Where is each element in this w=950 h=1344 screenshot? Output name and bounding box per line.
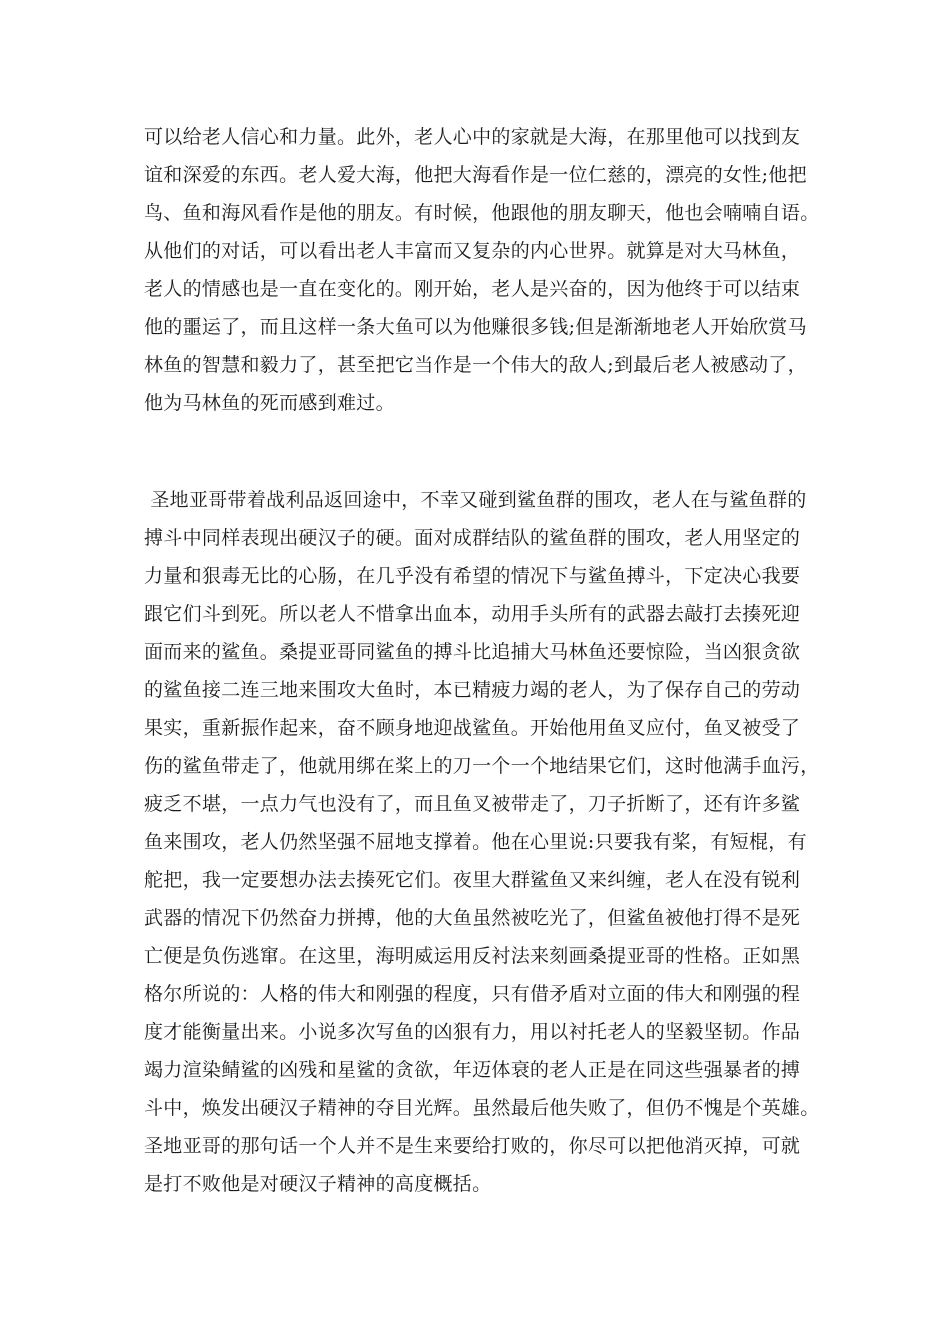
- text-line: 他为马林鱼的死而感到难过。: [144, 392, 395, 414]
- text-line: 老人的情感也是一直在变化的。刚开始，老人是兴奋的，因为他终于可以结束: [144, 278, 801, 300]
- text-line: 鸟、鱼和海风看作是他的朋友。有时候，他跟他的朋友聊天，他也会喃喃自语。: [144, 202, 820, 224]
- paragraph-shark-battle: [144, 481, 824, 1203]
- text-line: 是打不败他是对硬汉子精神的高度概括。: [144, 1173, 492, 1195]
- text-line: 圣地亚哥带着战利品返回途中，不幸又碰到鲨鱼群的围攻，老人在与鲨鱼群的: [144, 489, 807, 511]
- text-line: 疲乏不堪，一点力气也没有了，而且鱼叉被带走了，刀子折断了，还有许多鲨: [144, 793, 801, 815]
- text-line: 亡便是负伤逃窜。在这里，海明威运用反衬法来刻画桑提亚哥的性格。正如黑: [144, 945, 801, 967]
- text-line: 鱼来围攻，老人仍然坚强不屈地支撑着。他在心里说:只要我有桨，有短棍，有: [144, 831, 807, 853]
- text-line: 谊和深爱的东西。老人爱大海，他把大海看作是一位仁慈的，漂亮的女性;他把: [144, 164, 807, 186]
- text-line: 他的噩运了，而且这样一条大鱼可以为他赚很多钱;但是渐渐地老人开始欣赏马: [144, 316, 807, 338]
- text-line: 果实，重新振作起来，奋不顾身地迎战鲨鱼。开始他用鱼叉应付，鱼叉被受了: [144, 717, 801, 739]
- text-line: 圣地亚哥的那句话一个人并不是生来要给打败的，你尽可以把他消灭掉，可就: [144, 1135, 801, 1157]
- text-line: 林鱼的智慧和毅力了，甚至把它当作是一个伟大的敌人;到最后老人被感动了，: [144, 354, 807, 376]
- text-line: 面而来的鲨鱼。桑提亚哥同鲨鱼的搏斗比追捕大马林鱼还要惊险，当凶狠贪欲: [144, 641, 801, 663]
- text-line: 从他们的对话，可以看出老人丰富而又复杂的内心世界。就算是对大马林鱼，: [144, 240, 801, 262]
- paragraph-old-man-and-sea: [144, 118, 824, 422]
- text-line: 度才能衡量出来。小说多次写鱼的凶狠有力，用以衬托老人的坚毅坚韧。作品: [144, 1021, 801, 1043]
- text-line: 武器的情况下仍然奋力拼搏，他的大鱼虽然被吃光了，但鲨鱼被他打得不是死: [144, 907, 801, 929]
- text-line: 搏斗中同样表现出硬汉子的硬。面对成群结队的鲨鱼群的围攻，老人用坚定的: [144, 527, 801, 549]
- text-line: 力量和狠毒无比的心肠，在几乎没有希望的情况下与鲨鱼搏斗，下定决心我要: [144, 565, 801, 587]
- text-line: 斗中，焕发出硬汉子精神的夺目光辉。虽然最后他失败了，但仍不愧是个英雄。: [144, 1097, 820, 1119]
- text-line: 的鲨鱼接二连三地来围攻大鱼时，本已精疲力竭的老人，为了保存自己的劳动: [144, 679, 801, 701]
- text-line: 格尔所说的：人格的伟大和刚强的程度，只有借矛盾对立面的伟大和刚强的程: [144, 983, 801, 1005]
- text-line: 舵把，我一定要想办法去揍死它们。夜里大群鲨鱼又来纠缠，老人在没有锐利: [144, 869, 801, 891]
- text-line: 竭力渲染鲭鲨的凶残和星鲨的贪欲，年迈体衰的老人正是在同这些强暴者的搏: [144, 1059, 801, 1081]
- text-line: 可以给老人信心和力量。此外，老人心中的家就是大海，在那里他可以找到友: [144, 126, 801, 148]
- text-line: 伤的鲨鱼带走了，他就用绑在桨上的刀一个一个地结果它们，这时他满手血污，: [144, 755, 820, 777]
- text-line: 跟它们斗到死。所以老人不惜拿出血本，动用手头所有的武器去敲打去揍死迎: [144, 603, 801, 625]
